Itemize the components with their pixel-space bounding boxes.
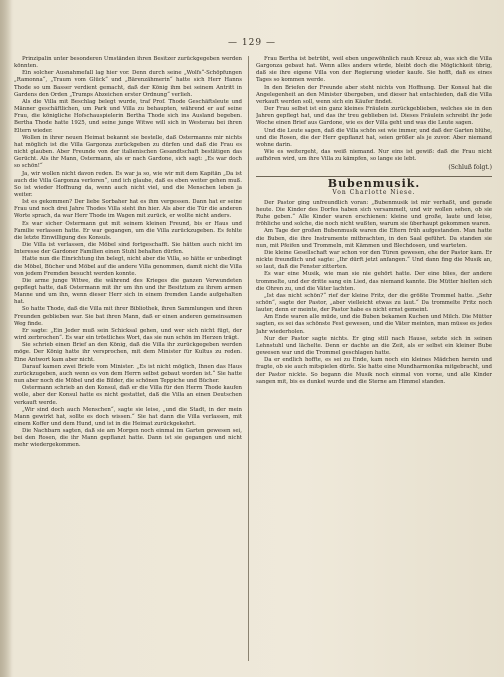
story-paragraph: Es war eine Musik, wie man sie nie gehört hatte. Der eine blies, der andere trommelte, und der dritte sang ein Lied, das niemand kannte. Die Mütter hielten sich die Ohren zu, und die Väter lachten. xyxy=(256,271,492,292)
intro-paragraph: In den Briefen der Freunde aber steht nichts von Hoffnung. Der Konsul hat die Angelegenheit an den Minister übergeben, und dieser hat entschieden, daß die Villa verkauft werden soll, wenn sich ein Käufer findet. xyxy=(256,84,492,105)
to-be-continued-note: (Schluß folgt.) xyxy=(448,164,492,172)
left-paragraph: Wollen in ihrer neuen Heimat bekannt sie bestelle, daß Ostermanns mir nichts hat möglich ist die Villa Gargonza zurückgeben zu dürfen und daß die Frau es nicht glauben. Aber Freunde von der italienischen Gesandtschaft bestätigen das Gerücht. Als ihr Mann, Ostermann, als er nach Gardone, sich sagt: „Es war doch so schön!“ xyxy=(14,134,242,170)
story-paragraph: Die kleine Gesellschaft war schon vor den Türen gewesen, ehe der Pastor kam. Er nickte freundlich und sagte: „Ihr dürft jetzt anfangen.“ Und dann fing die Musik an, so laut, daß die Fenster zitterten. xyxy=(256,249,492,271)
page-gutter-shadow xyxy=(0,0,12,677)
story-paragraph: „Ist das nicht schön?“ rief der kleine Fritz, der die größte Trommel hatte. „Sehr schön“, sagte der Pastor, „aber vielleicht etwas zu laut.“ Da trommelte Fritz noch lauter, denn er meinte, der Pastor habe es nicht ernst gemeint. xyxy=(256,292,492,314)
left-paragraph: Ostermann schrieb an den Konsul, daß er die Villa für den Herrn Thode kaufen wolle, aber der Konsul hatte es nicht gestattet, daß die Villa an einen Deutschen verkauft werde. xyxy=(14,385,242,406)
story-paragraph: Nur der Pastor sagte nichts. Er ging still nach Hause, setzte sich in seinen Lehnstuhl und lächelte. Denn er dachte an die Zeit, als er selbst ein kleiner Bube gewesen war und die Trommel geschlagen hatte. xyxy=(256,335,492,357)
left-paragraph: Als die Villa mit Beschlag belegt wurde, traf Prof. Thode Geschäftsleute und Männer geschäftlichen, um Park und Villa zu behaupten, während er auf seine Frau, die königliche Hofschauspielerin Bertha Thode sich ins Ausland begeben. Bertha Thode hatte 1925, und seine junge Witwe will sich in Westerau bei ihren Eltern wieder. xyxy=(14,98,242,134)
left-paragraph: Ein solcher Ausnahmefall lag hier vor. Denn durch seine „Wolfs“-Schöpfungen „Ramonna“, „Traum vom Glück“ und „Bärenzähmerin“ hatte sich Herr Hanns Thode so um Basser verdient gemacht, daß der König ihm bei seinem Antritt in Gardens den Orden „Trumps Abzeichen erster Ordnung“ verlieh. xyxy=(14,70,242,98)
left-paragraph: Ist es gekommen? Der liebe Sorbaher hat es ihm vergessen. Dann hat er seine Frau und noch drei Jahre Thodes Villa sieht ihn hier. Als aber die Tür die anderen Worte sprach, da war Herr Thode im Wagen mit zurück, er wollte nicht anders. xyxy=(14,199,242,220)
story-paragraph: Am Tage der großen Bubenmusik waren die Eltern früh aufgestanden. Man hatte die Buben, die ihre Instrumente mitbrachten, in den Saal geführt. Da standen sie nun, mit Pfeifen und Trommeln, mit Kämmen und Blechdosen, und warteten. xyxy=(256,228,492,249)
intro-paragraph: Wie es weitergeht, das weiß niemand. Nur eins ist gewiß: daß die Frau nicht aufhören wird, um ihre Villa zu kämpfen, so lange sie lebt. xyxy=(256,149,492,163)
left-paragraph: Hatte nun die Einrichtung ihn belegt, nicht aber die Villa, so hätte er unbedingt die Möbel, Bücher und Möbel auf die andere Villa genommen, damit nicht die Villa von jedem Fremden besucht werden konnte. xyxy=(14,256,242,277)
story-title: Bubenmusik. xyxy=(256,176,492,187)
story-paragraph: Am Ende waren alle müde, und die Buben bekamen Kuchen und Milch. Die Mütter sagten, es sei das schönste Fest gewesen, und die Väter meinten, man müsse es jedes Jahr wiederholen. xyxy=(256,314,492,335)
right-column-intro xyxy=(256,56,492,163)
story-paragraph: Da er endlich hoffte, es sei zu Ende, kam noch ein kleines Mädchen herein und fragte, ob sie auch mitspielen dürfe. Sie hatte eine Mundharmonika mitgebracht, und der Pastor nickte. So begann die Musik noch einmal von vorne, und alle Kinder sangen mit, bis es dunkel wurde und die Sterne am Himmel standen. xyxy=(256,357,492,385)
intro-paragraph: Der Frau selbst ist ein ganz kleines Fräulein zurückgeblieben, welches sie in den Jahren gepflegt hat, und das ihr treu geblieben ist. Dieses Fräulein schreibt ihr jede Woche einen Brief aus Gardone, wie es der Villa geht und was die Leute sagen. xyxy=(256,106,492,127)
left-paragraph: Darauf kamen zwei Briefe vom Minister. „Es ist nicht möglich, Ihnen das Haus zurückzugeben, auch wenn es von dem Herrn selbst gebaut worden ist.“ Sie hatte nun aber noch die Möbel und die Bilder, die schönen Teppiche und Bücher. xyxy=(14,363,242,385)
left-paragraph: Sie schrieb einen Brief an den König, daß die Villa ihr zurückgegeben werden möge. Der König hatte ihr versprochen, mit dem Minister für Kultus zu reden. Eine Antwort kam aber nicht. xyxy=(14,342,242,363)
left-paragraph: So hatte Thode, daß die Villa mit ihrer Bibliothek, ihren Sammlungen und ihren Freunden geblieben war. Sie bat ihren Mann, daß er einen anderen gemeinsamen Weg finde. xyxy=(14,306,242,327)
left-column xyxy=(14,56,242,666)
left-paragraph: Die arme junge Witwe, die während des Krieges die ganzen Verwundeten gepflegt hatte, daß Ostermann mit ihr um ihn und ihr Besitztum zu ihrem armen Manne und um ihn, wenn dieser Herr sich in einem fremden Lande aufgehalten hat. xyxy=(14,277,242,306)
left-paragraph: Ja, wir wollen nicht davon reden. Es war ja so, wie wir mit dem Kapitän „Da ist auch die Villa Gargonza verloren“, und ich glaube, daß es eben weiter gehen muß. So ist wieder Hoffnung da, wenn auch nicht viel, und die Menschen leben ja weiter. xyxy=(14,170,242,198)
intro-paragraph: Frau Bertha ist betrübt, weil eben ungewöhnlich rauh Kreuz ab, was sich die Villa Gargonza gebaut hat. Wenn alles anders würde, bleibt doch die Möglichkeit übrig, daß sie ihre eigene Villa von der Regierung wieder kaufe. Sie hofft, daß es eines Tages so kommen werde. xyxy=(256,56,492,84)
right-column xyxy=(256,56,492,666)
column-divider xyxy=(248,56,249,661)
left-paragraph: Es war sicher Ostermann gut mit seinem kleinen Freund, bis er Haus und Familie verlassen hatte. Er war gegangen, um die Villa zurückzugeben. Es fehlte die letzte Einwilligung des Konsuls. xyxy=(14,220,242,241)
story-body xyxy=(256,200,492,386)
left-paragraph: „Wir sind doch auch Menschen“, sagte sie leise, „und die Stadt, in der mein Mann gewirkt hat, sollte es doch wissen.“ Sie hat dann die Villa verlassen, mit einem Koffer und dem Hund, und ist in die Heimat zurückgekehrt. xyxy=(14,406,242,427)
intro-paragraph: Und die Leute sagen, daß die Villa schön sei wie immer, und daß der Garten blühe, und die Rosen, die der Herr gepflanzt hat, seien größer als je zuvor. Aber niemand wohne darin. xyxy=(256,127,492,148)
story-paragraph: Der Pastor ging unfreundlich voran: „Bubenmusik ist mir verhaßt, und gerade heute. Die Kinder des Dorfes haben sich versammelt, und wir wollen sehen, ob sie Ruhe geben.“ Alle Kinder waren erschienen: kleine und große, laute und leise, fröhliche und solche, die noch nicht wußten, warum sie überhaupt gekommen waren. xyxy=(256,199,492,228)
left-paragraph: Die Nachbarn sagten, daß sie am Morgen noch einmal im Garten gewesen sei, bei den Rosen, die ihr Mann gepflanzt hatte. Dann ist sie gegangen und nicht mehr wiedergekommen. xyxy=(14,428,242,449)
left-paragraph: Prinzipalin unter besonderen Umständen ihren Besitzer zurückgegeben werden könnten. xyxy=(14,56,242,70)
left-paragraph: Die Villa ist verlassen, die Möbel sind fortgeschafft. Sie hätten auch nicht im Interesse der Gardoner Familien einen Stuhl behalten dürfen. xyxy=(14,242,242,256)
story-author: Von Charlotte Niese. xyxy=(332,188,416,196)
page-number: — 129 — xyxy=(228,38,276,48)
left-paragraph: Er sagte: „Ein Jeder muß sein Schicksal gehen, und wer sich nicht fügt, der wird zerbrochen“. Es war ein tröstliches Wort, das sie nun schön im Herzen trägt. xyxy=(14,327,242,342)
